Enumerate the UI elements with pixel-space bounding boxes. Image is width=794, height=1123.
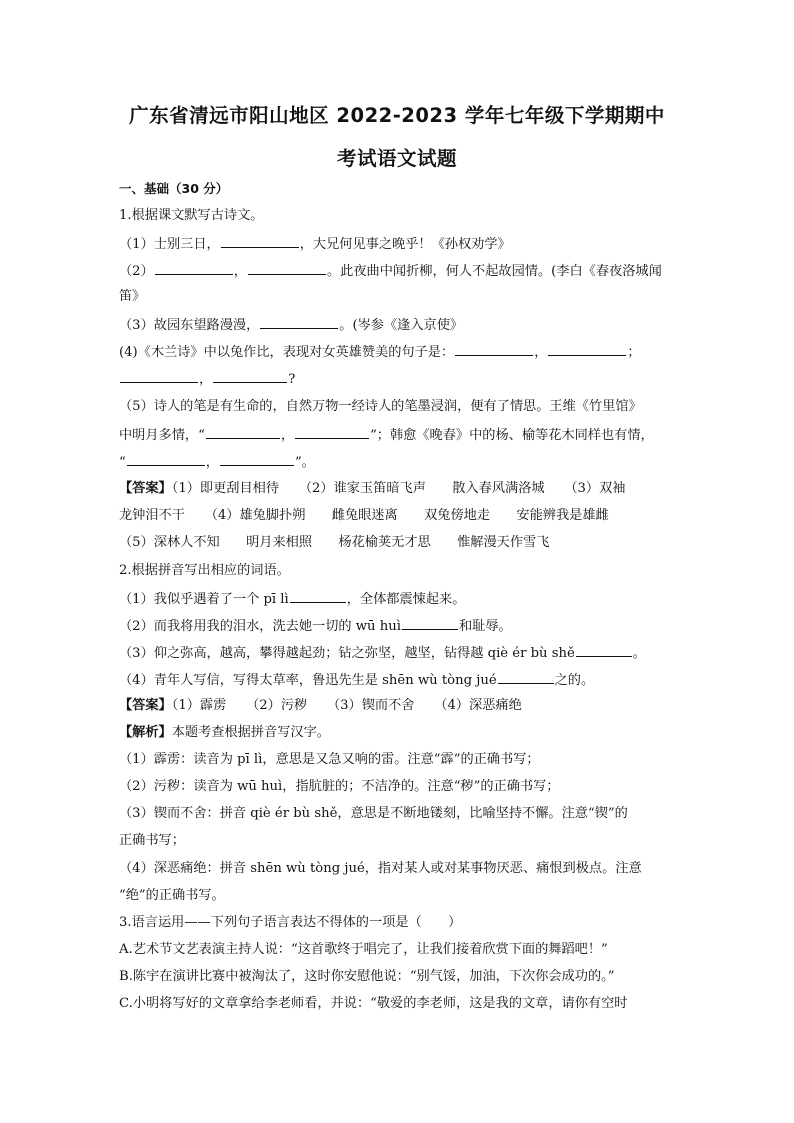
answer-blank	[498, 670, 554, 684]
q1-item2: （2） ， 。此夜曲中闻折柳，何人不起故园情。(李白《春夜洛城闻	[119, 261, 679, 281]
answer-blank	[548, 342, 626, 356]
q2-stem: 2.根据拼音写出相应的词语。	[119, 563, 290, 578]
section-heading: 一、基础（30 分）	[119, 181, 229, 196]
q2-item2: （2）而我将用我的泪水，洗去她一切的 wū huì 和耻辱。	[119, 616, 679, 636]
q2-exp-item4-line1: （4）深恶痛绝：拼音 shēn wù tòng jué，指对某人或对某事物厌恶、痛恨到极点。注意	[119, 861, 642, 876]
q1-item5-line1: （5）诗人的笔是有生命的，自然万物一经诗人的笔墨浸润，便有了情思。王维《竹里馆》	[119, 399, 642, 414]
answer-blank	[120, 369, 198, 383]
answer-blank	[221, 234, 299, 248]
answer-blank	[290, 589, 346, 603]
q2-exp-item4-line2: “绝”的正确书写。	[119, 888, 225, 903]
answer-label: 【答案】	[119, 698, 172, 713]
answer-blank	[260, 315, 338, 329]
answer-label: 【答案】	[119, 481, 172, 496]
answer-blank	[576, 643, 632, 657]
q1-item1: （1）士别三日， ，大兄何见事之晚乎！《孙权劝学》	[119, 234, 679, 254]
q2-item3: （3）仰之弥高，越高，攀得越起劲；钻之弥坚，越坚，钻得越 qiè ér bù shě 。	[119, 643, 679, 663]
document-title-line1: 广东省清远市阳山地区 2022-2023 学年七年级下学期期中	[129, 104, 665, 127]
answer-blank	[402, 616, 458, 630]
explanation-label: 【解析】	[119, 725, 172, 740]
answer-blank	[295, 425, 369, 439]
q1-item2-cont: 笛》	[119, 289, 146, 304]
q2-item1: （1）我似乎遇着了一个 pī lì ，全体都震悚起来。	[119, 589, 679, 609]
q2-explanation: 【解析】本题考查根据拼音写汉字。	[119, 725, 330, 740]
q3-option-a: A.艺术节文艺表演主持人说：“这首歌终于唱完了，让我们接着欣赏下面的舞蹈吧！”	[119, 942, 608, 957]
answer-blank	[455, 342, 533, 356]
q3-stem: 3.语言运用——下列句子语言表达不得体的一项是（ ）	[119, 915, 462, 930]
q2-exp-item3-line1: （3）锲而不舍：拼音 qiè ér bù shě，意思是不断地镂刻，比喻坚持不懈。注意“锲”的	[119, 806, 628, 821]
answer-blank	[127, 452, 205, 466]
q1-item5-line3: “ ， ”。	[119, 452, 679, 472]
q1-answer-line3: （5）深林人不知 明月来相照 杨花榆荚无才思 惟解漫天作雪飞	[119, 535, 550, 550]
q1-item5-line2: 中明月多情，“ ， ”；韩愈《晚春》中的杨、榆等花木同样也有情，	[119, 425, 679, 445]
answer-blank	[213, 369, 287, 383]
q1-item3: （3）故园东望路漫漫， 。(岑参《逢入京使》	[119, 315, 679, 335]
q1-answer-line2: 龙钟泪不干 （4）雄兔脚扑朔 雌兔眼迷离 双兔傍地走 安能辨我是雄雌	[119, 508, 609, 523]
answer-blank	[220, 452, 294, 466]
q3-option-c: C.小明将写好的文章拿给李老师看，并说：“敬爱的李老师，这是我的文章，请你有空时	[119, 996, 628, 1011]
document-title-line2: 考试语文试题	[336, 147, 457, 170]
q2-answer: 【答案】（1）霹雳 （2）污秽 （3）锲而不舍 （4）深恶痛绝	[119, 698, 522, 713]
q2-exp-item1: （1）霹雳：读音为 pī lì，意思是又急又响的雷。注意“霹”的正确书写；	[119, 752, 540, 767]
q2-item4: （4）青年人写信，写得太草率，鲁迅先生是 shēn wù tòng jué 之的。	[119, 670, 679, 690]
answer-blank	[206, 425, 280, 439]
q2-exp-item3-line2: 正确书写；	[119, 833, 185, 848]
q1-item4: (4)《木兰诗》中以兔作比，表现对女英雄赞美的句子是： ， ；	[119, 342, 679, 362]
answer-blank	[155, 261, 233, 275]
q1-item4-cont: ， ?	[119, 369, 679, 389]
q2-exp-item2: （2）污秽：读音为 wū huì，指肮脏的；不洁净的。注意“秽”的正确书写；	[119, 779, 560, 794]
answer-blank	[248, 261, 326, 275]
q1-stem: 1.根据课文默写古诗文。	[119, 208, 264, 223]
q1-answer-line1: 【答案】（1）即更刮目相待 （2）谁家玉笛暗飞声 散入春风满洛城 （3）双袖	[119, 481, 626, 496]
q3-option-b: B.陈宇在演讲比赛中被淘汰了，这时你安慰他说：“别气馁，加油，下次你会成功的。”	[119, 969, 615, 984]
